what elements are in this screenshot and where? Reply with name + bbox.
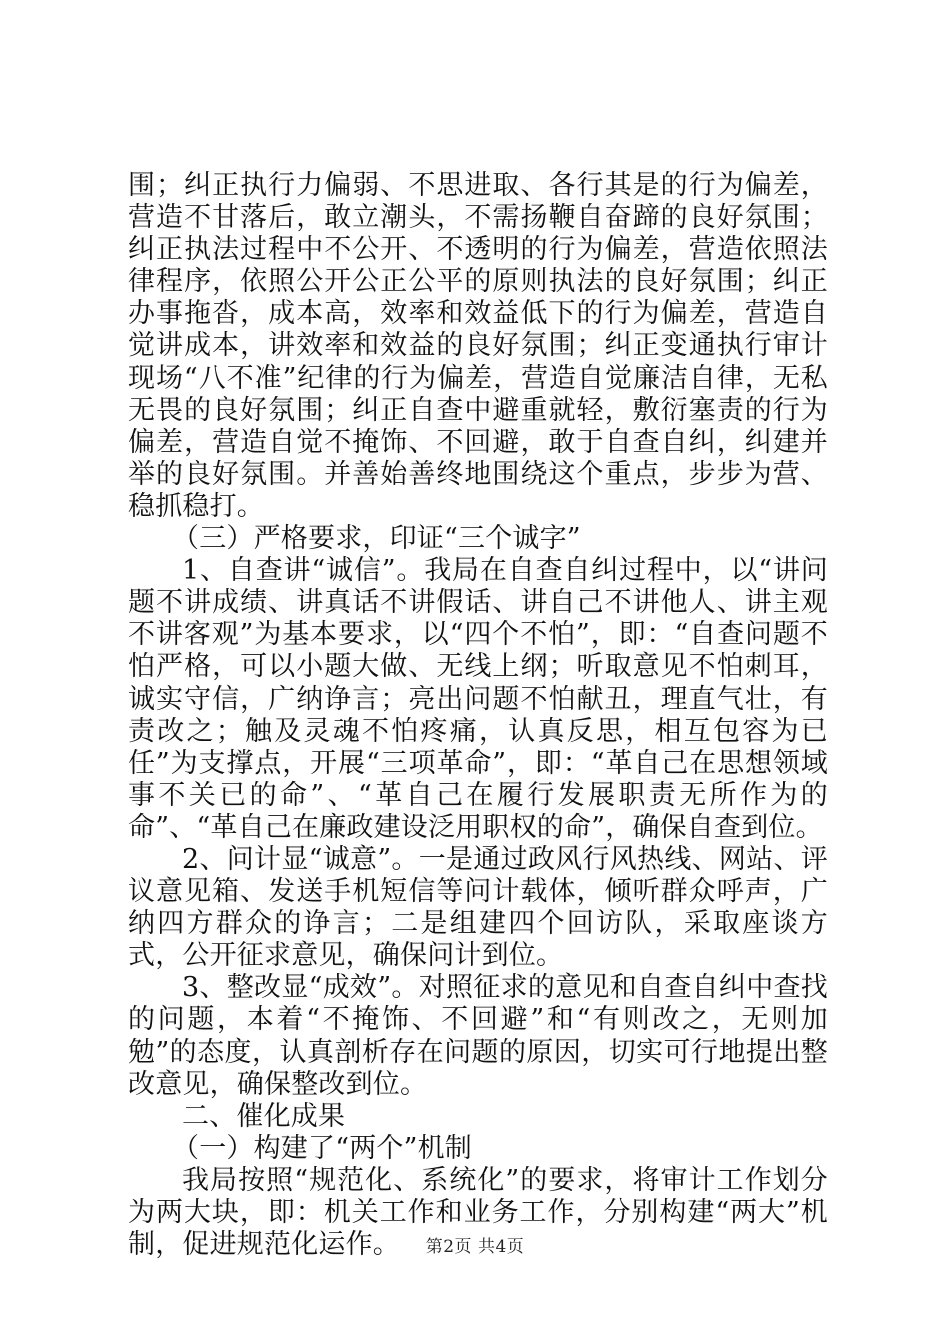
- subsection-heading-two-mechanisms: （一）构建了“两个”机制: [172, 1132, 473, 1164]
- page-number-label: 第2页 共4页: [425, 1237, 525, 1257]
- paragraph-rectify-results: 3、整改显“成效”。对照征求的意见和自查自纠中查找的问题，本着“不掩饰、不回避”和“有则改之，无则加勉”的态度，认真剖析存在问题的原因，切实可行地提出整改意见，确保整改到位。: [128, 972, 828, 1100]
- page-footer: [0, 1232, 950, 1257]
- paragraph-self-check-integrity: 1、自查讲“诚信”。我局在自查自纠过程中，以“讲问题不讲成绩、讲真话不讲假话、讲自己不讲他人、讲主观不讲客观”为基本要求，以“四个不怕”，即：“自查问题不怕严格，可以小题大做、无线上纲；听取意见不怕刺耳，诚实守信，广纳诤言；亮出问题不怕献丑，理直气壮，有责改之；触及灵魂不怕疼痛，认真反思，相互包容为已任”为支撑点，开展“三项革命”，即：“革自己在思想领域事不关已的命”、“革自己在履行发展职责无所作为的命”、“革自己在廉政建设泛用职权的命”，确保自查到位。: [128, 555, 828, 843]
- section-heading-three-sincerity: （三）严格要求，印证“三个诚字”: [172, 523, 581, 555]
- section-heading-results: 二、催化成果: [182, 1100, 346, 1132]
- paragraph-consult-sincerity: 2、问计显“诚意”。一是通过政风行风热线、网站、评议意见箱、发送手机短信等问计载体，倾听群众呼声，广纳四方群众的诤言；二是组建四个回访队，采取座谈方式，公开征求意见，确保问计到位。: [128, 843, 828, 972]
- paragraph-mechanisms: 我局按照“规范化、系统化”的要求，将审计工作划分为两大块，即：机关工作和业务工作，分别构建“两大”机制，促进规范化运作。: [128, 1164, 828, 1261]
- paragraph-continuation: 围；纠正执行力偏弱、不思进取、各行其是的行为偏差，营造不甘落后，敢立潮头，不需扬鞭自奋蹄的良好氛围；纠正执法过程中不公开、不透明的行为偏差，营造依照法律程序，依照公开公正公平的原则执法的良好氛围；纠正办事拖沓，成本高，效率和效益低下的行为偏差，营造自觉讲成本，讲效率和效益的良好氛围；纠正变通执行审计现场“八不准”纪律的行为偏差，营造自觉廉洁自律，无私无畏的良好氛围；纠正自查中避重就轻，敷衍塞责的行为偏差，营造自觉不掩饰、不回避，敢于自查自纠，纠建并举的良好氛围。并善始善终地围绕这个重点，步步为营、稳抓稳打。: [128, 170, 828, 522]
- document-body: [128, 170, 828, 1261]
